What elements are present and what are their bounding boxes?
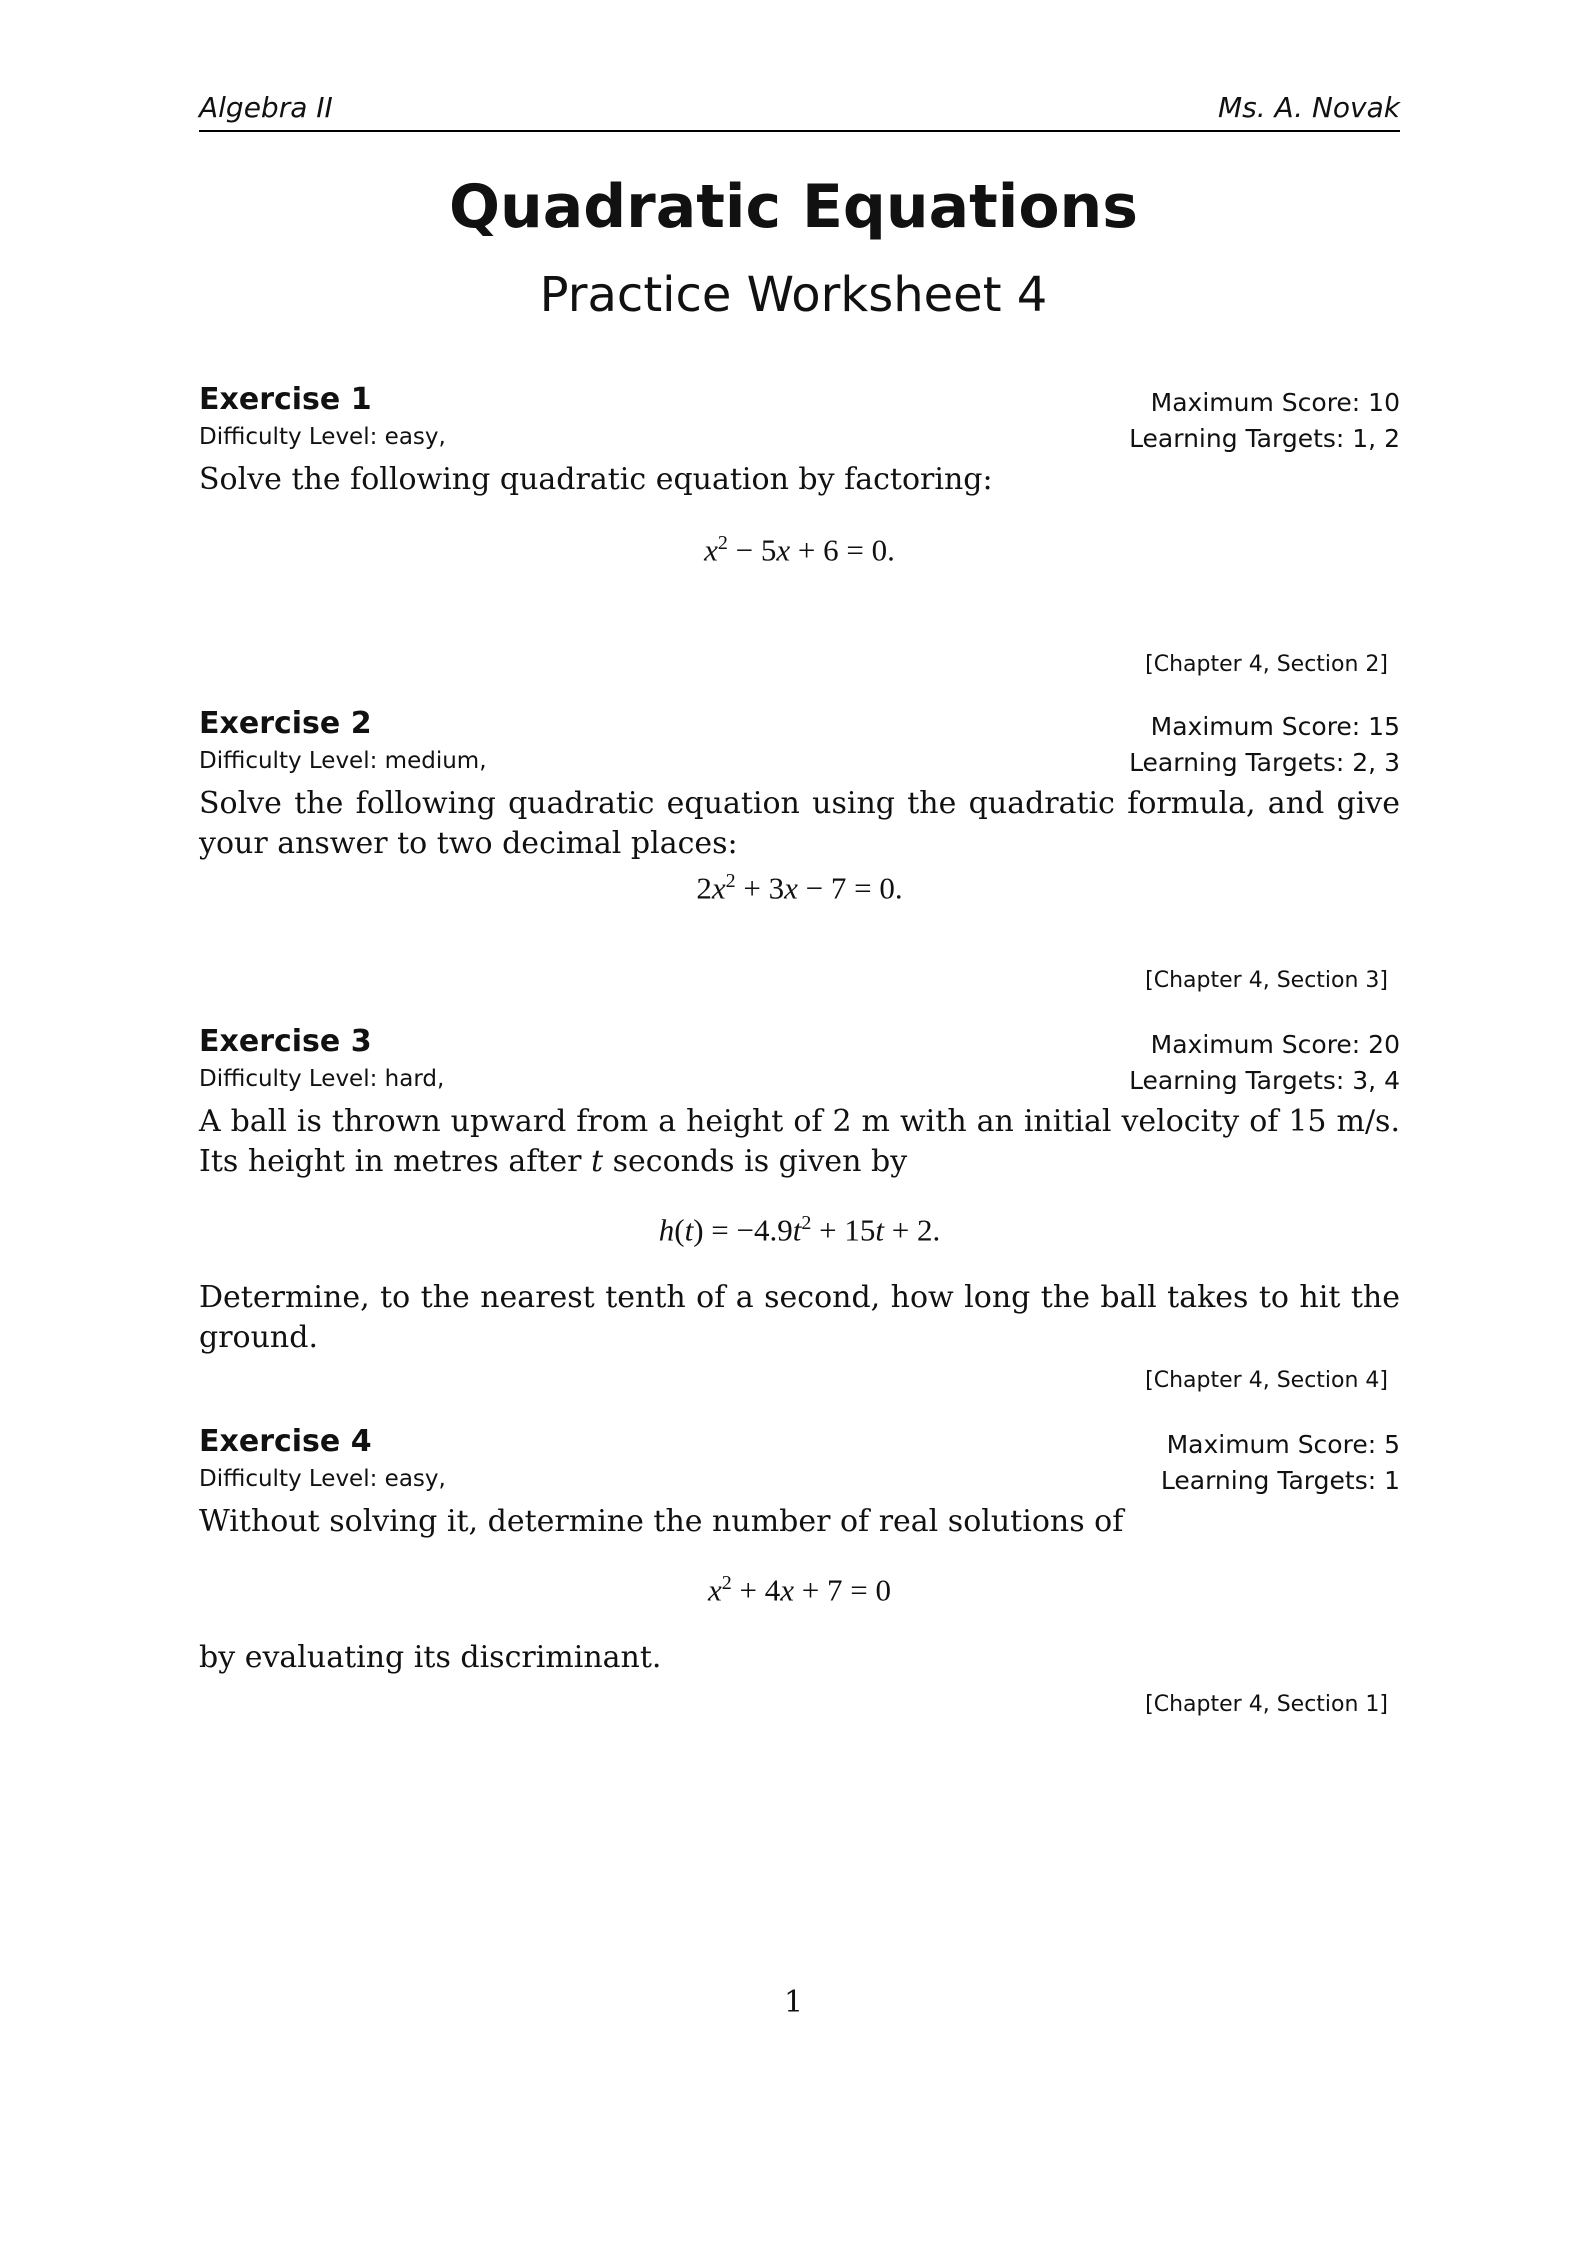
max-score: Maximum Score: 5 [1166,1430,1400,1459]
worksheet-title: Quadratic Equations [449,172,1138,242]
exercise-title: Exercise 4 [199,1424,372,1459]
exercise-closing-text: Determine, to the nearest tenth of a second, how long the ball takes to hit the ground. [199,1280,1400,1356]
chapter-reference: [Chapter 4, Section 2] [1145,652,1388,677]
max-score: Maximum Score: 20 [1150,1030,1400,1059]
equation: $x^2 + 4x + 7 = 0$ [708,1572,891,1608]
exercise-3 [199,1024,1400,1393]
exercise-text: A ball is thrown upward from a height of 2 m with an initial velocity of 15 m/s. Its height in metres after t seconds is given by [199,1104,1400,1179]
max-score: Maximum Score: 10 [1150,388,1400,417]
chapter-reference: [Chapter 4, Section 1] [1145,1692,1388,1717]
equation: $2x^2 + 3x - 7 = 0$. [696,870,903,906]
learning-targets: Learning Targets: 2, 3 [1129,748,1400,777]
chapter-reference: [Chapter 4, Section 3] [1145,968,1388,993]
exercise-2 [199,706,1400,993]
equation: $h(t) = -4.9t^2 + 15t + 2$. [658,1212,941,1248]
exercise-title: Exercise 1 [199,382,372,417]
exercise-closing-text: by evaluating its discriminant. [199,1640,662,1676]
exercise-title: Exercise 2 [199,706,372,741]
exercise-4 [199,1424,1400,1717]
equation: $x^2 - 5x + 6 = 0$. [704,532,895,568]
difficulty-level: Difficulty Level: medium, [199,748,487,774]
exercise-text: Without solving it, determine the number of real solutions of [199,1504,1124,1539]
exercise-text: Solve the following quadratic equation using the quadratic formula, and give your answer to two decimal places: [199,786,1400,861]
difficulty-level: Difficulty Level: hard, [199,1066,445,1092]
exercise-title: Exercise 3 [199,1024,372,1059]
chapter-reference: [Chapter 4, Section 4] [1145,1368,1388,1393]
max-score: Maximum Score: 15 [1150,712,1400,741]
page-number: 1 [783,1985,804,2020]
teacher-name: Ms. A. Novak [1217,91,1400,124]
learning-targets: Learning Targets: 1 [1160,1466,1400,1495]
running-header [199,92,1400,132]
difficulty-level: Difficulty Level: easy, [199,1466,446,1492]
exercise-text: Solve the following quadratic equation by factoring: [199,462,993,497]
learning-targets: Learning Targets: 3, 4 [1129,1066,1400,1095]
exercise-1 [199,382,1400,677]
learning-targets: Learning Targets: 1, 2 [1129,424,1400,453]
worksheet-subtitle: Practice Worksheet 4 [539,267,1048,323]
course-name: Algebra II [199,91,333,124]
difficulty-level: Difficulty Level: easy, [199,424,446,450]
